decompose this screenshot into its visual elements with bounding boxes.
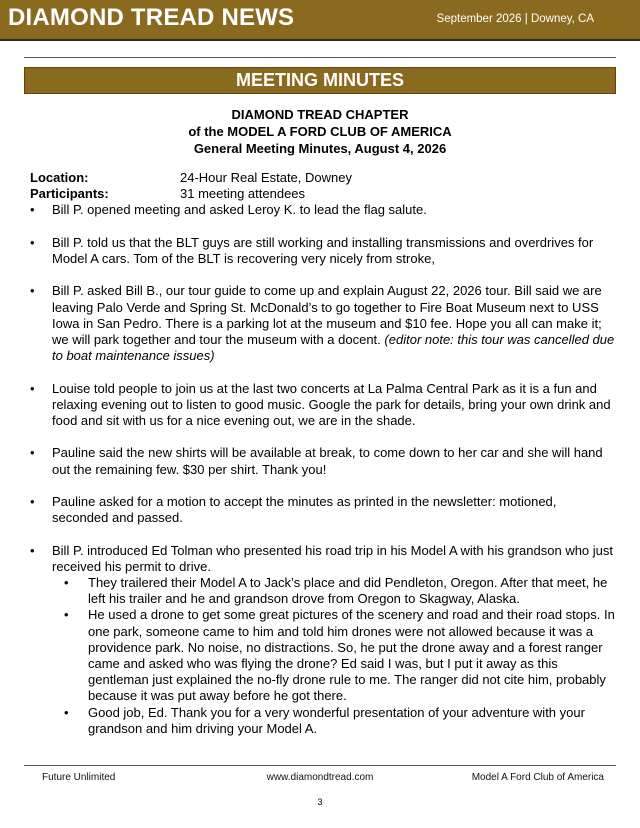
editor-note: (editor note: this tour was cancelled due to boat maintenance issues) bbox=[52, 332, 615, 364]
list-item bbox=[30, 235, 616, 267]
page-number: 3 bbox=[317, 797, 323, 807]
list-item bbox=[30, 202, 616, 218]
item-text: Bill P. introduced Ed Tolman who presented his road trip in his Model A with his grandson who just received his permit to drive. bbox=[52, 542, 614, 574]
bullet-icon: • bbox=[64, 704, 69, 720]
bullet-icon: • bbox=[30, 542, 35, 558]
participants-row bbox=[30, 186, 616, 202]
location-value: 24-Hour Real Estate, Downey bbox=[180, 170, 352, 185]
bullet-icon: • bbox=[30, 493, 35, 509]
bullet-icon: • bbox=[30, 234, 35, 250]
footer-right: Model A Ford Club of America bbox=[471, 772, 604, 783]
item-text: Bill P. told us that the BLT guys are still working and installing transmissions and overdrives for Model A cars. Tom of the BLT is recovering very nicely from stroke, bbox=[52, 234, 594, 266]
bullet-icon: • bbox=[30, 445, 35, 461]
item-text: Bill P. opened meeting and asked Leroy K. to lead the flag salute. bbox=[52, 202, 427, 218]
minutes-heading bbox=[24, 106, 616, 157]
bullet-icon: • bbox=[64, 607, 69, 623]
heading-line-3: General Meeting Minutes, August 4, 2026 bbox=[193, 141, 447, 156]
footer-website-link[interactable]: www.diamondtread.com bbox=[266, 772, 374, 783]
bullet-icon: • bbox=[64, 574, 69, 590]
sub-list-item bbox=[30, 575, 616, 607]
participants-label: Participants: bbox=[30, 186, 109, 202]
sub-item-text: He used a drone to get some great pictures of the scenery and road and their road stops. In one park, someone came to him and told him drones were not allowed because it was a providence park. No noise, no distractions. So, he put the drone away and a forest ranger came and asked who was flying the drone? Ed said I was, but I put it away as this gentleman just explained the no-fly drone rule to me. The ranger did not cite him, probably because it was put away before he got there. bbox=[88, 607, 615, 704]
sub-item-text: Good job, Ed. Thank you for a very wonderful presentation of your adventure with your grandson and him driving your Model A. bbox=[88, 704, 585, 736]
sub-list-item bbox=[30, 607, 616, 704]
location-row bbox=[30, 170, 616, 186]
bullet-icon: • bbox=[30, 380, 35, 396]
location-label: Location: bbox=[30, 170, 89, 185]
footer-left: Future Unlimited bbox=[42, 772, 116, 783]
list-item bbox=[30, 543, 616, 575]
sub-item-text: They trailered their Model A to Jack’s place and did Pendleton, Oregon. After that meet, he left his trailer and he and grandson drove from Oregon to Skagway, Alaska. bbox=[88, 574, 608, 607]
top-divider bbox=[24, 57, 616, 58]
heading-line-1: DIAMOND TREAD CHAPTER bbox=[231, 107, 409, 122]
item-text: Pauline said the new shirts will be available at break, to come down to her car and she will hand out the remaining few. $30 per shirt. Thank you! bbox=[52, 445, 603, 477]
newsletter-title: DIAMOND TREAD NEWS bbox=[8, 4, 295, 31]
participants-value: 31 meeting attendees bbox=[180, 186, 306, 202]
masthead bbox=[0, 0, 640, 41]
list-item bbox=[30, 494, 616, 526]
list-item bbox=[30, 283, 616, 364]
item-text: Pauline asked for a motion to accept the minutes as printed in the newsletter: motioned, seconded and passed. bbox=[52, 493, 557, 526]
bullet-icon: • bbox=[30, 283, 35, 299]
section-title: MEETING MINUTES bbox=[24, 67, 616, 94]
bullet-icon: • bbox=[30, 202, 35, 218]
issue-info: September 2026 | Downey, CA bbox=[436, 13, 594, 25]
list-item bbox=[30, 445, 616, 477]
bottom-divider bbox=[24, 765, 616, 766]
item-text bbox=[52, 283, 616, 364]
sub-list-item bbox=[30, 705, 616, 737]
minutes-body bbox=[30, 170, 616, 737]
tour-text: Bill P. asked Bill B., our tour guide to come up and explain August 22, 2026 tour. Bill said we are leaving Palo Verde and Spring St. McDonald’s to go together to Fire Boat Museum next to USS Iowa in San Pedro. There is a parking lot at the museum and $10 fee. Hope you all can make it; we will park together and tour the museum with a docent. bbox=[52, 283, 602, 347]
item-text: Louise told people to join us at the last two concerts at La Palma Central Park as it is a fun and relaxing evening out to listen to good music. Google the park for details, bring your own drink and food and sit with us for a nice evening out, we are in the shade. bbox=[52, 380, 611, 428]
list-item bbox=[30, 381, 616, 430]
heading-line-2: of the MODEL A FORD CLUB OF AMERICA bbox=[188, 124, 452, 139]
